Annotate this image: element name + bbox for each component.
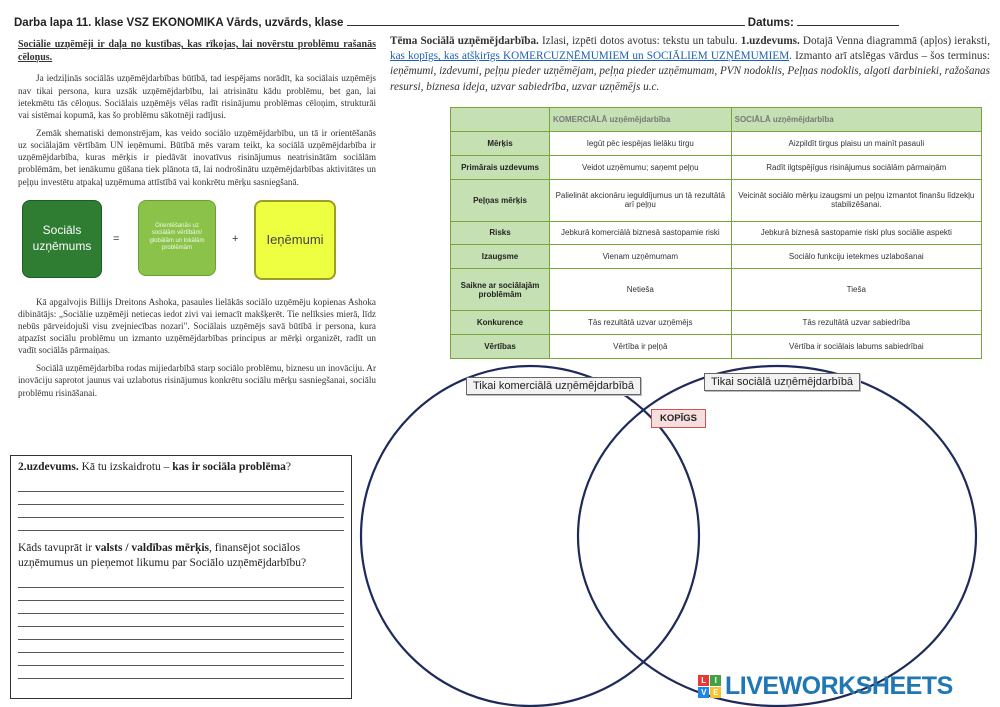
paragraph-4: Sociālā uzņēmējdarbība rodas mijiedarbībā starp sociālo problēmu, biznesu un inovāciju. Ar inovāciju saprotot jaunus vai uzlabotus risinājumus konkrētu sociālu mērķu sasniegšanai, sociālu problēmu risināšanai.	[18, 363, 376, 398]
task-1-instruction-link[interactable]: kas kopīgs, kas atšķirīgs KOMERCUZŅĒMUMIEM un SOCIĀLIEM UZŅĒMUMIEM	[390, 50, 790, 63]
task-2-question-2: Kāds tavuprāt ir valsts / valdības mērķis, finansējot sociālos uzņēmumus un pieņemot likumu par Sociālo uzņēmējdarbību?	[18, 541, 307, 569]
formula-box-social-enterprise: Sociāls uzņēmums	[22, 200, 102, 278]
table-row: Izaugsme Vienam uzņēmumam Sociālo funkciju ietekmes uzlabošanai	[451, 245, 982, 269]
venn-right-label: Tikai sociālā uzņēmējdarbībā	[704, 373, 860, 391]
col-social: SOCIĀLĀ uzņēmējdarbība	[731, 108, 981, 132]
paragraph-3: Kā apgalvojis Billijs Dreitons Ashoka, pasaules lielākās sociālo uzņēmēju kopienas Ashoka dibinātājs: „Sociālie uzņēmēji netiecas iedot zivi vai iemacīt makšķerēt. Tie nelīksies mierā, līdz nebūs pārveidojuši visu zvejniecības nozari". Sociālais uzņēmējs savā būtībā ir persona, kura atpazīst sociālu problēmu un izmanto uzņēmējdarbības principus ar mērķi organizēt, radīt un vadīt sociālās pārmaiņas.	[18, 296, 376, 356]
table-row: Vērtības Vērtība ir peļņā Vērtība ir sociālais labums sabiedrībai	[451, 335, 982, 359]
table-row: Konkurence Tās rezultātā uzvar uzņēmējs Tās rezultātā uzvar sabiedrība	[451, 311, 982, 335]
header-title: Darba lapa 11. klase VSZ EKONOMIKA Vārds, uzvārds, klase	[14, 17, 344, 29]
venn-left-label: Tikai komerciālā uzņēmējdarbībā	[466, 377, 641, 395]
task-1-intro: Tēma Sociālā uzņēmējdarbība. Izlasi, izpēti dotos avotus: tekstu un tabulu. 1.uzdevums. Dotajā Venna diagrammā (apļos) ieraksti, kas kopīgs, kas atšķirīgs KOMERCUZŅĒMUMIEM un SOCIĀLIEM UZŅĒMUMIEM. Izmanto arī atslēgas vārdus – šos terminus: ieņēmumi, izdevumi, peļņu pieder uzņēmējam, peļņa pieder uzņēmumam, PVN nodoklis, Peļņas nodoklis, algoti darbinieki, ražošanas resursi, biznesa ideja, uzvar sabiedrība, uzvar uzņēmējs u.c.	[390, 35, 991, 93]
date-label: Datums:	[747, 17, 794, 29]
equals-sign: =	[113, 232, 120, 245]
table-row: Risks Jebkurā komerciālā biznesā sastopamie riski Jebkurā biznesā sastopamie riski plus sociālie aspekti	[451, 221, 982, 245]
col-commercial: KOMERCIĀLĀ uzņēmējdarbība	[550, 108, 732, 132]
venn-right-circle[interactable]	[578, 366, 976, 706]
liveworksheets-logo	[698, 672, 953, 701]
logo-mark-icon: L I V E	[698, 675, 721, 698]
table-row: Mērķis Iegūt pēc iespējas lielāku tirgu Aizpildīt tirgus plaisu un mainīt pasauli	[451, 131, 982, 155]
task-2-question-1: 2.uzdevums. Kā tu izskaidrotu – kas ir sociāla problēma?	[18, 461, 292, 473]
table-row: Saikne ar sociālajām problēmām Netieša Tieša	[451, 269, 982, 311]
venn-center-label: KOPĪGS	[651, 409, 706, 428]
formula-box-social-values: Orientēšanās uz sociālām vērtībām/ globālām un lokālām problēmām	[138, 200, 216, 276]
paragraph-1: Ja iedziļinās sociālās uzņēmējdarbības būtībā, tad iespējams norādīt, ka sociālais uzņēmējs nav tikai persona, kura uzsāk uzņēmējdarbību, lai atrisinātu kādu problēmu, bet gan, lai ietekmētu tās cēloņus. Sociālais uzņēmējs vēlas radīt risinājumu problēmas cēloņim, strukturāi vai sistēmai kopumā, kas šo problēmu sākotnēji radījusi.	[18, 73, 376, 120]
table-row: Peļņas mērķis Palielināt akcionāru ieguldījumus un tā rezultātā arī peļņu Veicināt sociālo mērķu izaugsmi un peļņu izmantot finanšu līdzekļu stabilizēšanai.	[451, 179, 982, 221]
formula-box-revenue: Ieņēmumi	[254, 200, 336, 280]
table-row: Primārais uzdevums Veidot uzņēmumu; saņemt peļņu Radīt ilgtspējīgus risinājumus sociālām pārmaiņām	[451, 155, 982, 179]
venn-left-circle[interactable]	[361, 366, 699, 706]
paragraph-2: Zemāk shematiski demonstrējam, kas veido sociālo uzņēmējdarbību, un tā ir orientēšanās uz sociālajām vērtībām UN ieņēmumi. Būtībā mēs varam teikt, ka sociālā uzņēmējdarbība ir uzņēmējdarbība, kuras mērķis ir piedāvāt inovatīvus risinājumus neatrisinātām sociālām problēmām, bet ienākumu gūšana tiek plānota tā, lai nodrošinātu uzņēmējdarbības aktivitātes un peļņu investētu atpakaļ uzņēmuma attīstībā vai konkrētu mērķu sasniegšanā.	[18, 127, 376, 187]
intro-title: Sociālie uzņēmēji ir daļa no kustības, kas rīkojas, lai novērstu problēmu rašanās cēloņus.	[18, 39, 376, 64]
plus-sign: +	[232, 232, 239, 245]
logo-text: LIVEWORKSHEETS	[725, 672, 953, 700]
